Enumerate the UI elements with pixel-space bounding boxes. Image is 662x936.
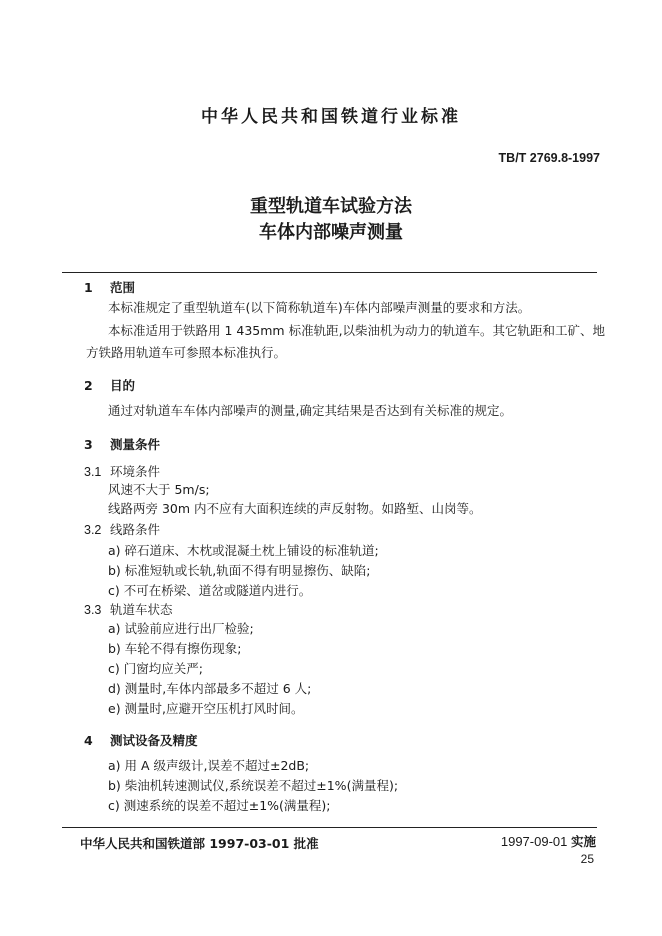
title-divider [62, 272, 597, 273]
effective-date-value: 1997-09-01 [500, 834, 568, 849]
section-title: 测量条件 [110, 437, 161, 452]
section-1-para-1: 本标准规定了重型轨道车(以下简称轨道车)车体内部噪声测量的要求和方法。 [108, 300, 531, 315]
section-1-para-2-line-1: 本标准适用于铁路用 1 435mm 标准轨距,以柴油机为动力的轨道车。其它轨距和工矿、地 [108, 323, 606, 338]
issuing-body-title: 中华人民共和国铁道行业标准 [201, 107, 461, 127]
section-1-heading [84, 278, 135, 296]
list-item: c) 测速系统的误差不超过±1%(满量程); [108, 798, 331, 813]
list-item: b) 柴油机转速测试仪,系统误差不超过±1%(满量程); [108, 778, 399, 793]
subsection-number: 3.1 [84, 465, 102, 479]
section-2-heading [84, 376, 135, 394]
section-number: 3 [84, 437, 93, 452]
document-title-line2: 车体内部噪声测量 [259, 222, 403, 243]
subsection-title: 环境条件 [110, 464, 161, 479]
subsection-title: 线路条件 [110, 522, 161, 537]
section-title: 测试设备及精度 [110, 733, 198, 748]
subsection-number: 3.3 [84, 603, 102, 617]
list-item: e) 测量时,应避开空压机打风时间。 [108, 701, 304, 716]
section-title: 范围 [110, 280, 136, 295]
subsection-3-1-line-2: 线路两旁 30m 内不应有大面积连续的声反射物。如路堑、山岗等。 [108, 501, 482, 516]
section-number: 4 [84, 733, 93, 748]
section-2-para-1: 通过对轨道车车体内部噪声的测量,确定其结果是否达到有关标准的规定。 [108, 403, 512, 418]
effective-date [501, 832, 596, 850]
list-item: d) 测量时,车体内部最多不超过 6 人; [108, 681, 312, 696]
effective-label: 实施 [570, 834, 596, 849]
list-item: a) 试验前应进行出厂检验; [108, 621, 254, 636]
list-item: a) 用 A 级声级计,误差不超过±2dB; [108, 758, 310, 773]
list-item: c) 门窗均应关严; [108, 661, 203, 676]
subsection-title: 轨道车状态 [110, 602, 173, 617]
section-3-heading [84, 435, 160, 453]
section-1-para-2-line-2: 方铁路用轨道车可参照本标准执行。 [86, 345, 287, 360]
list-item: a) 碎石道床、木枕或混凝土枕上铺设的标准轨道; [108, 543, 379, 558]
section-number: 2 [84, 378, 93, 393]
section-title: 目的 [110, 378, 136, 393]
section-number: 1 [84, 280, 93, 295]
document-title-line1: 重型轨道车试验方法 [250, 196, 412, 217]
list-item: b) 车轮不得有擦伤现象; [108, 641, 242, 656]
standard-code: TB/T 2769.8-1997 [498, 151, 600, 165]
subsection-3-1-line-1: 风速不大于 5m/s; [108, 482, 210, 497]
list-item: b) 标准短轨或长轨,轨面不得有明显擦伤、缺陷; [108, 563, 371, 578]
subsection-3-2-heading [84, 520, 160, 538]
subsection-number: 3.2 [84, 523, 102, 537]
approval-note: 中华人民共和国铁道部 1997-03-01 批准 [80, 836, 319, 851]
list-item: c) 不可在桥梁、道岔或隧道内进行。 [108, 583, 312, 598]
subsection-3-3-heading [84, 600, 173, 618]
footer-divider [62, 827, 597, 828]
section-4-heading [84, 731, 198, 749]
subsection-3-1-heading [84, 462, 160, 480]
page-number: 25 [580, 852, 594, 866]
